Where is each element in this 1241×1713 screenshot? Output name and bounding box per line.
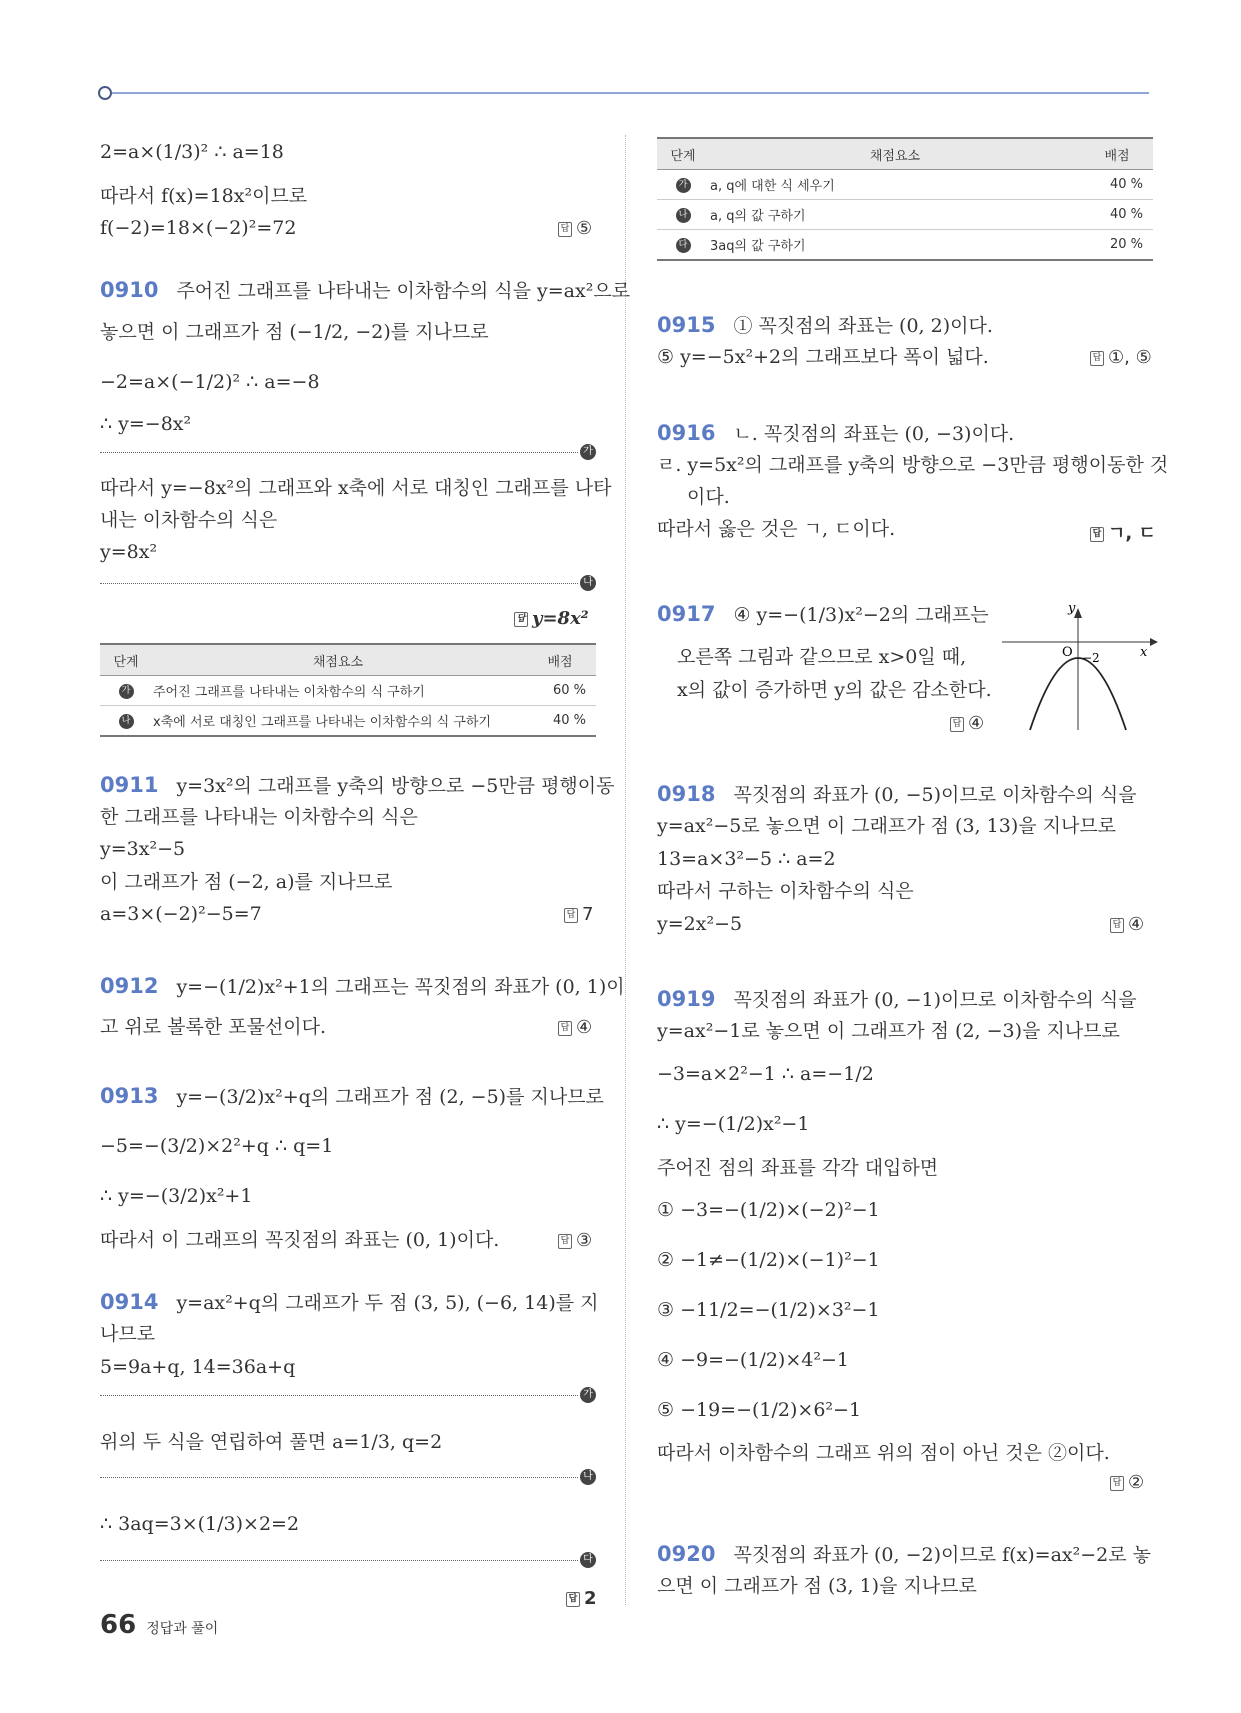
table-header: 단계: [100, 644, 152, 676]
table-row: [657, 230, 1153, 261]
problem-0911-line-2: 한 그래프를 나타내는 이차함수의 식은: [100, 806, 418, 828]
x-axis-arrow-icon: [1150, 638, 1158, 646]
page-footer: [100, 1610, 218, 1640]
step-marker: 가: [580, 1387, 596, 1403]
problem-number: 0914: [100, 1290, 159, 1314]
problem-0920-line-1: 0920 꼭짓점의 좌표가 (0, −2)이므로 f(x)=ax²−2로 놓: [657, 1542, 1152, 1566]
answer-mark-icon: 답: [1090, 351, 1104, 366]
table-cell: x축에 서로 대칭인 그래프를 나타내는 이차함수의 식 구하기: [152, 706, 524, 737]
problem-0919-line-10: ⑤ −19=−(1/2)×6²−1: [657, 1399, 862, 1421]
problem-0912-answer: 답 ④: [558, 1017, 592, 1038]
step-marker: 가: [580, 444, 596, 460]
problem-0915-line-2: ⑤ y=−5x²+2의 그래프보다 폭이 넓다.: [657, 346, 989, 368]
problem-0919-line-4: ∴ y=−(1/2)x²−1: [657, 1113, 810, 1135]
step-divider: [100, 583, 578, 584]
problem-number: 0918: [657, 782, 716, 806]
table-row: [100, 706, 596, 737]
top-rule-dot: [98, 86, 112, 100]
problem-0910-answer: 답 y=8x²: [514, 608, 589, 629]
problem-0919-line-1: 0919 꼭짓점의 좌표가 (0, −1)이므로 이차함수의 식을: [657, 987, 1137, 1011]
top-rule: [104, 92, 1149, 94]
problem-0913-line-2: −5=−(3/2)×2²+q ∴ q=1: [100, 1135, 334, 1157]
problem-0912-line-2: 고 위로 볼록한 포물선이다.: [100, 1016, 327, 1038]
table-cell: a, q에 대한 식 세우기: [709, 170, 1081, 200]
problem-0910-line-4: ∴ y=−8x²: [100, 413, 192, 435]
parabola-graph: [1000, 598, 1160, 738]
answer-mark-icon: 답: [564, 908, 578, 923]
origin-label: O: [1062, 645, 1073, 660]
problem-0919-line-2: y=ax²−1로 놓으면 이 그래프가 점 (2, −3)을 지나므로: [657, 1020, 1120, 1042]
intro-line-3: f(−2)=18×(−2)²=72: [100, 217, 297, 239]
table-cell: 40 %: [524, 706, 596, 737]
problem-0919-line-9: ④ −9=−(1/2)×4²−1: [657, 1349, 849, 1371]
problem-number: 0912: [100, 974, 159, 998]
problem-0916-answer: 답 ㄱ, ㄷ: [1090, 519, 1156, 545]
scoring-table-0910: [100, 643, 596, 737]
table-row: [657, 200, 1153, 230]
table-cell: 20 %: [1081, 230, 1153, 261]
problem-0919-line-5: 주어진 점의 좌표를 각각 대입하면: [657, 1157, 939, 1179]
problem-0918-line-4: 따라서 구하는 이차함수의 식은: [657, 880, 914, 902]
problem-0918-line-5: y=2x²−5: [657, 913, 743, 935]
problem-0913-line-3: ∴ y=−(3/2)x²+1: [100, 1185, 253, 1207]
problem-0918-line-2: y=ax²−5로 놓으면 이 그래프가 점 (3, 13)을 지나므로: [657, 815, 1117, 837]
step-divider: [100, 1395, 578, 1396]
table-cell: 주어진 그래프를 나타내는 이차함수의 식 구하기: [152, 676, 524, 706]
vertex-label: −2: [1082, 651, 1100, 665]
page-label: 정답과 풀이: [146, 1621, 219, 1637]
problem-0916-line-4: 따라서 옳은 것은 ㄱ, ㄷ이다.: [657, 518, 896, 540]
problem-0911-line-3: y=3x²−5: [100, 838, 186, 860]
problem-0917-answer: 답 ④: [950, 713, 984, 734]
problem-0918-line-3: 13=a×3²−5 ∴ a=2: [657, 848, 836, 870]
intro-line-1: 2=a×(1/3)² ∴ a=18: [100, 141, 284, 163]
table-header: 단계: [657, 138, 709, 170]
step-divider: [100, 1560, 578, 1561]
problem-0910-line-1: 0910 주어진 그래프를 나타내는 이차함수의 식을 y=ax²으로: [100, 278, 631, 302]
table-header: 채점요소: [152, 644, 524, 676]
step-marker: 다: [580, 1552, 596, 1568]
problem-number: 0916: [657, 421, 716, 445]
y-axis-label: y: [1068, 601, 1076, 616]
problem-number: 0913: [100, 1084, 159, 1108]
intro-line-2: 따라서 f(x)=18x²이므로: [100, 185, 308, 207]
intro-answer: 답 ⑤: [558, 218, 592, 239]
table-row: [100, 676, 596, 706]
problem-0910-line-7: y=8x²: [100, 541, 158, 563]
problem-0914-line-1: 0914 y=ax²+q의 그래프가 두 점 (3, 5), (−6, 14)를 지: [100, 1290, 599, 1314]
problem-0919-line-7: ② −1≠−(1/2)×(−1)²−1: [657, 1249, 880, 1271]
problem-0917-line-2: 오른쪽 그림과 같으므로 x>0일 때,: [677, 646, 967, 668]
answer-mark-icon: 답: [1090, 527, 1104, 542]
problem-0916-line-2: ㄹ. y=5x²의 그래프를 y축의 방향으로 −3만큼 평행이동한 것: [657, 454, 1169, 476]
column-divider: [625, 135, 626, 1605]
table-cell: 40 %: [1081, 200, 1153, 230]
step-marker: 나: [676, 208, 691, 223]
problem-0914-answer: 답 2: [566, 1588, 597, 1609]
table-header: 배점: [524, 644, 596, 676]
answer-mark-icon: 답: [566, 1592, 580, 1607]
problem-0919-line-8: ③ −11/2=−(1/2)×3²−1: [657, 1299, 880, 1321]
table-header: 채점요소: [709, 138, 1081, 170]
problem-0914-line-2: 나므로: [100, 1323, 156, 1345]
problem-0910-line-5: 따라서 y=−8x²의 그래프와 x축에 서로 대칭인 그래프를 나타: [100, 477, 612, 499]
problem-0913-line-1: 0913 y=−(3/2)x²+q의 그래프가 점 (2, −5)를 지나므로: [100, 1084, 604, 1108]
problem-number: 0917: [657, 602, 716, 626]
problem-0919-answer: 답 ②: [1110, 1472, 1144, 1493]
problem-0911-line-1: 0911 y=3x²의 그래프를 y축의 방향으로 −5만큼 평행이동: [100, 773, 615, 797]
step-marker: 가: [676, 178, 691, 193]
answer-mark-icon: 답: [1110, 1476, 1124, 1491]
problem-number: 0910: [100, 278, 159, 302]
step-marker: 가: [119, 684, 134, 699]
step-divider: [100, 1477, 578, 1478]
problem-0911-line-4: 이 그래프가 점 (−2, a)를 지나므로: [100, 871, 393, 893]
step-marker: 나: [119, 714, 134, 729]
problem-number: 0911: [100, 773, 159, 797]
problem-0910-line-3: −2=a×(−1/2)² ∴ a=−8: [100, 371, 320, 393]
problem-0911-answer: 답 7: [564, 904, 593, 925]
problem-0910-line-2: 놓으면 이 그래프가 점 (−1/2, −2)를 지나므로: [100, 321, 489, 343]
problem-0914-line-5: ∴ 3aq=3×(1/3)×2=2: [100, 1513, 300, 1535]
problem-0911-line-5: a=3×(−2)²−5=7: [100, 903, 262, 925]
problem-0920-line-2: 으면 이 그래프가 점 (3, 1)을 지나므로: [657, 1575, 977, 1597]
answer-mark-icon: 답: [558, 1021, 572, 1036]
problem-0914-line-3: 5=9a+q, 14=36a+q: [100, 1356, 296, 1378]
problem-0916-line-3: 이다.: [687, 486, 730, 508]
step-marker: 나: [580, 1469, 596, 1485]
answer-mark-icon: 답: [558, 222, 572, 237]
problem-0915-line-1: 0915 ① 꼭짓점의 좌표는 (0, 2)이다.: [657, 313, 993, 337]
problem-0910-line-6: 내는 이차함수의 식은: [100, 509, 278, 531]
answer-mark-icon: 답: [558, 1234, 572, 1249]
table-cell: a, q의 값 구하기: [709, 200, 1081, 230]
problem-0913-line-4: 따라서 이 그래프의 꼭짓점의 좌표는 (0, 1)이다.: [100, 1229, 500, 1251]
page-number: 66: [100, 1610, 137, 1640]
step-marker: 다: [676, 238, 691, 253]
problem-0917-line-1: 0917 ④ y=−(1/3)x²−2의 그래프는: [657, 602, 989, 626]
x-axis-label: x: [1140, 645, 1148, 660]
step-marker: 나: [580, 575, 596, 591]
problem-0913-answer: 답 ③: [558, 1230, 592, 1251]
answer-mark-icon: 답: [1110, 918, 1124, 933]
problem-number: 0920: [657, 1542, 716, 1566]
problem-0914-line-4: 위의 두 식을 연립하여 풀면 a=1/3, q=2: [100, 1431, 443, 1453]
table-cell: 40 %: [1081, 170, 1153, 200]
problem-0919-line-11: 따라서 이차함수의 그래프 위의 점이 아닌 것은 ②이다.: [657, 1442, 1110, 1464]
problem-0915-answer: 답 ①, ⑤: [1090, 347, 1152, 368]
problem-number: 0919: [657, 987, 716, 1011]
problem-0918-answer: 답 ④: [1110, 914, 1144, 935]
problem-0918-line-1: 0918 꼭짓점의 좌표가 (0, −5)이므로 이차함수의 식을: [657, 782, 1137, 806]
table-cell: 60 %: [524, 676, 596, 706]
problem-0919-line-6: ① −3=−(1/2)×(−2)²−1: [657, 1199, 880, 1221]
table-row: [657, 170, 1153, 200]
problem-0917-line-3: x의 값이 증가하면 y의 값은 감소한다.: [677, 679, 992, 701]
answer-mark-icon: 답: [950, 717, 964, 732]
problem-0916-line-1: 0916 ㄴ. 꼭짓점의 좌표는 (0, −3)이다.: [657, 421, 1015, 445]
table-cell: 3aq의 값 구하기: [709, 230, 1081, 261]
problem-number: 0915: [657, 313, 716, 337]
step-divider: [100, 452, 578, 453]
scoring-table-0914: [657, 137, 1153, 261]
problem-0919-line-3: −3=a×2²−1 ∴ a=−1/2: [657, 1063, 874, 1085]
table-header: 배점: [1081, 138, 1153, 170]
problem-0912-line-1: 0912 y=−(1/2)x²+1의 그래프는 꼭짓점의 좌표가 (0, 1)이: [100, 974, 625, 998]
answer-mark-icon: 답: [514, 612, 528, 627]
